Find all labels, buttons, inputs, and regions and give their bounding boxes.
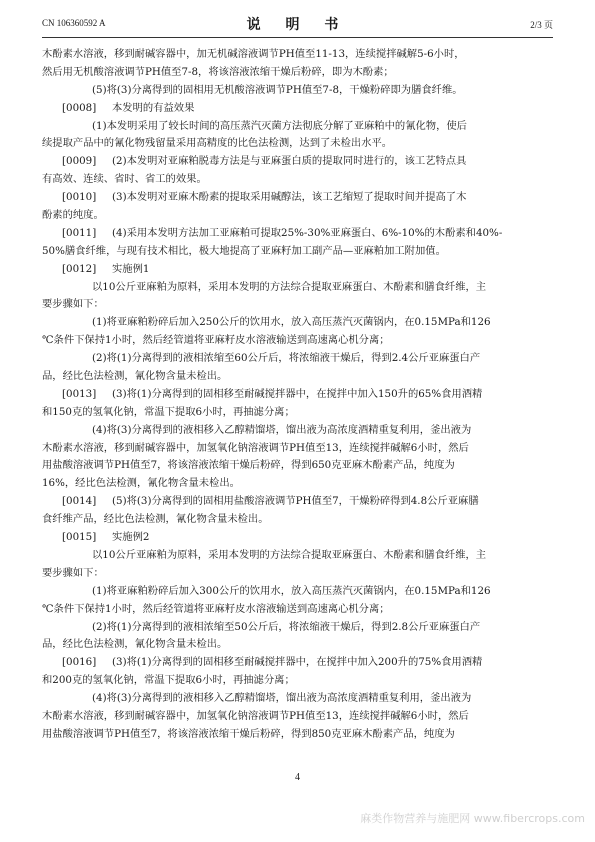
text-line bbox=[42, 475, 553, 493]
text-line bbox=[42, 82, 553, 100]
text-line bbox=[42, 118, 553, 136]
text-line bbox=[42, 386, 553, 404]
text-line bbox=[42, 547, 553, 565]
line-text: 50%膳食纤维，与现有技术相比，极大地提高了亚麻籽加工副产品—亚麻粕加工附加值。 bbox=[42, 244, 446, 257]
line-text: (5)将(3)分离得到的固相用无机酸溶液调节PH值至7-8，干燥粉碎即为膳食纤维。 bbox=[92, 83, 463, 96]
text-line bbox=[42, 440, 553, 458]
text-line bbox=[42, 708, 553, 726]
line-text: 木酚素水溶液，移到耐碱容器中，加氢氧化钠溶液调节PH值至13，连续搅拌碱解6小时，然后 bbox=[42, 709, 469, 722]
patent-number: CN 106360592 A bbox=[42, 18, 106, 28]
paragraph-number: [0011] bbox=[62, 226, 97, 239]
text-line bbox=[42, 636, 553, 654]
header-rule bbox=[42, 37, 553, 38]
paragraph-number: [0009] bbox=[62, 155, 97, 168]
paragraph-number: [0016] bbox=[62, 656, 97, 669]
line-text: (1)将亚麻粕粉碎后加入250公斤的饮用水，放入高压蒸汽灭菌锅内，在0.15MPa和126 bbox=[92, 316, 491, 329]
text-line bbox=[42, 225, 553, 243]
line-text: (2)本发明对亚麻粕脱毒方法是与亚麻蛋白质的提取同时进行的，该工艺特点具 bbox=[112, 155, 467, 168]
text-line bbox=[42, 404, 553, 422]
text-line bbox=[42, 153, 553, 171]
line-text: (3)将(1)分离得到的固相移至耐碱搅拌器中，在搅拌中加入150升的65%食用酒精 bbox=[112, 387, 483, 400]
text-line bbox=[42, 46, 553, 64]
text-line bbox=[42, 189, 553, 207]
line-text: 品，经比色法检测，氰化物含量未检出。 bbox=[42, 638, 228, 651]
line-text: (2)将(1)分离得到的液相浓缩至50公斤后，将浓缩液干燥后，得到2.8公斤亚麻蛋白产 bbox=[92, 620, 481, 633]
text-line bbox=[42, 135, 553, 153]
line-text: (1)将亚麻粕粉碎后加入300公斤的饮用水，放入高压蒸汽灭菌锅内，在0.15MPa和126 bbox=[92, 584, 491, 597]
line-text: (2)将(1)分离得到的液相浓缩至60公斤后，将浓缩液干燥后，得到2.4公斤亚麻蛋白产 bbox=[92, 352, 481, 365]
line-text: 有高效、连续、省时、省工的效果。 bbox=[42, 173, 207, 186]
line-text: (4)将(3)分离得到的液相移入乙醇精馏塔，馏出液为高浓度酒精重复利用，釜出液为 bbox=[92, 692, 472, 705]
text-line bbox=[42, 619, 553, 637]
text-line bbox=[42, 296, 553, 314]
line-text: 实施例1 bbox=[112, 262, 150, 275]
text-line bbox=[42, 654, 553, 672]
watermark: 麻类作物营养与施肥网 www.fibercrops.com bbox=[360, 812, 585, 825]
line-text: (4)采用本发明方法加工亚麻粕可提取25%-30%亚麻蛋白、6%-10%的木酚素和40%- bbox=[112, 226, 503, 239]
text-line bbox=[42, 64, 553, 82]
line-text: 木酚素水溶液，移到耐碱容器中，加无机碱溶液调节PH值至11-13，连续搅拌碱解5-6小时， bbox=[42, 48, 465, 60]
text-line bbox=[42, 601, 553, 619]
line-text: (3)本发明对亚麻木酚素的提取采用碱醇法，该工艺缩短了提取时间并提高了木 bbox=[112, 191, 467, 204]
line-text: (5)将(3)分离得到的固相用盐酸溶液调节PH值至7，干燥粉碎得到4.8公斤亚麻膳 bbox=[112, 495, 479, 508]
line-text: 品，经比色法检测，氰化物含量未检出。 bbox=[42, 370, 228, 383]
page-number: 4 bbox=[295, 772, 300, 783]
text-line bbox=[42, 279, 553, 297]
paragraph-number: [0012] bbox=[62, 262, 97, 275]
line-text: 食纤维产品，经比色法检测，氰化物含量未检出。 bbox=[42, 513, 269, 526]
line-text: 和150克的氢氧化钠，常温下提取6小时，再抽滤分离； bbox=[42, 405, 295, 418]
text-line bbox=[42, 100, 553, 118]
line-text: ℃条件下保持1小时，然后经管道将亚麻籽皮水溶液输送到高速离心机分离； bbox=[42, 334, 390, 347]
line-text: 木酚素水溶液，移到耐碱容器中，加氢氧化钠溶液调节PH值至13，连续搅拌碱解6小时，然后 bbox=[42, 441, 469, 454]
text-line bbox=[42, 493, 553, 511]
text-line bbox=[42, 511, 553, 529]
line-text: 以10公斤亚麻粕为原料，采用本发明的方法综合提取亚麻蛋白、木酚素和膳食纤维，主 bbox=[92, 548, 487, 561]
line-text: 要步骤如下： bbox=[42, 298, 104, 311]
line-text: 用盐酸溶液调节PH值至7，将该溶液浓缩干燥后粉碎，得到650克亚麻木酚素产品，纯度为 bbox=[42, 459, 455, 472]
line-text: 然后用无机酸溶液调节PH值至7-8，将该溶液浓缩干燥后粉碎，即为木酚素； bbox=[42, 65, 394, 78]
paragraph-number: [0010] bbox=[62, 191, 97, 204]
document-body bbox=[42, 46, 553, 744]
line-text: (3)将(1)分离得到的固相移至耐碱搅拌器中，在搅拌中加入200升的75%食用酒精 bbox=[112, 656, 483, 669]
text-line bbox=[42, 368, 553, 386]
line-text: 续提取产品中的氰化物残留量采用高精度的比色法检测，达到了未检出水平。 bbox=[42, 137, 393, 150]
text-line bbox=[42, 529, 553, 547]
line-text: ℃条件下保持1小时，然后经管道将亚麻籽皮水溶液输送到高速离心机分离； bbox=[42, 602, 390, 615]
text-line bbox=[42, 171, 553, 189]
line-text: 酚素的纯度。 bbox=[42, 209, 104, 222]
text-line bbox=[42, 207, 553, 225]
text-line bbox=[42, 261, 553, 279]
text-line bbox=[42, 726, 553, 744]
line-text: 实施例2 bbox=[112, 531, 150, 544]
text-line bbox=[42, 583, 553, 601]
line-text: (4)将(3)分离得到的液相移入乙醇精馏塔，馏出液为高浓度酒精重复利用，釜出液为 bbox=[92, 423, 472, 436]
line-text: (1)本发明采用了较长时间的高压蒸汽灭菌方法彻底分解了亚麻粕中的氰化物，使后 bbox=[92, 119, 467, 132]
line-text: 以10公斤亚麻粕为原料，采用本发明的方法综合提取亚麻蛋白、木酚素和膳食纤维，主 bbox=[92, 280, 487, 293]
text-line bbox=[42, 314, 553, 332]
line-text: 和200克的氢氧化钠，常温下提取6小时，再抽滤分离； bbox=[42, 674, 295, 687]
document-title: 说 明 书 bbox=[246, 17, 349, 33]
paragraph-number: [0013] bbox=[62, 387, 97, 400]
text-line bbox=[42, 690, 553, 708]
paragraph-number: [0015] bbox=[62, 531, 97, 544]
line-text: 16%，经比色法检测，氰化物含量未检出。 bbox=[42, 477, 240, 490]
text-line bbox=[42, 672, 553, 690]
page-indicator: 2/3 页 bbox=[530, 20, 553, 30]
text-line bbox=[42, 422, 553, 440]
paragraph-number: [0008] bbox=[62, 101, 97, 114]
page-header bbox=[42, 14, 553, 36]
text-line bbox=[42, 332, 553, 350]
line-text: 用盐酸溶液调节PH值至7，将该溶液浓缩干燥后粉碎，得到850克亚麻木酚素产品，纯度为 bbox=[42, 727, 455, 740]
line-text: 要步骤如下： bbox=[42, 566, 104, 579]
text-line bbox=[42, 243, 553, 261]
paragraph-number: [0014] bbox=[62, 495, 97, 508]
text-line bbox=[42, 565, 553, 583]
line-text: 本发明的有益效果 bbox=[112, 101, 195, 114]
text-line bbox=[42, 350, 553, 368]
text-line bbox=[42, 457, 553, 475]
